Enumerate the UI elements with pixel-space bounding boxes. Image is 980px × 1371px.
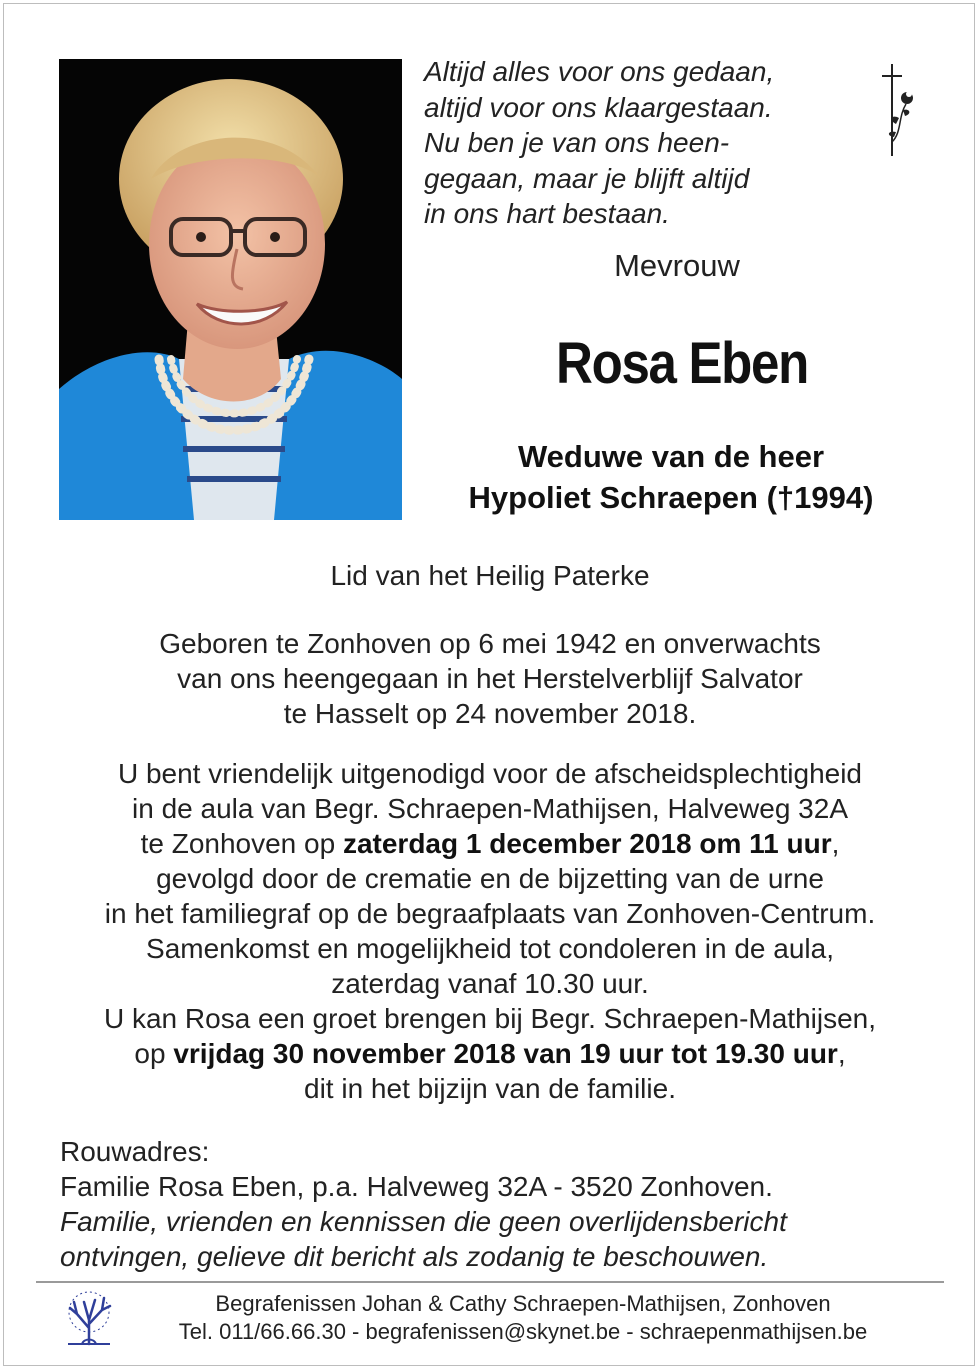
text-line: U kan Rosa een groet brengen bij Begr. Schraepen-Mathijsen, bbox=[103, 1003, 877, 1034]
text-span: op bbox=[134, 1038, 174, 1069]
text-line: in de aula van Begr. Schraepen-Mathijsen, Halveweg 32A bbox=[132, 793, 848, 824]
address-label: Rouwadres: bbox=[60, 1136, 210, 1167]
text-line: zaterdag vanaf 10.30 uur. bbox=[331, 968, 649, 999]
ceremony-date: zaterdag 1 december 2018 om 11 uur bbox=[342, 828, 832, 859]
funeral-home-name: Begrafenissen Johan & Cathy Schraepen-Mathijsen, Zonhoven bbox=[215, 1291, 831, 1316]
text-line: van ons heengegaan in het Herstelverblijf Salvator bbox=[177, 663, 803, 694]
funeral-home-footer bbox=[110, 1290, 936, 1346]
poem-line: Nu ben je van ons heen- bbox=[424, 127, 730, 158]
spouse-line: Hypoliet Schraepen (†1994) bbox=[468, 480, 874, 515]
tree-logo-icon bbox=[62, 1290, 116, 1346]
footer-divider bbox=[36, 1281, 944, 1283]
cross-rose-icon bbox=[872, 62, 922, 160]
deceased-name: Rosa Eben bbox=[556, 331, 808, 396]
funeral-home-contact: Tel. 011/66.66.30 - begrafenissen@skynet.be - schraepenmathijsen.be bbox=[178, 1319, 868, 1344]
text-line: in het familiegraf op de begraafplaats van Zonhoven-Centrum. bbox=[104, 898, 876, 929]
text-line: te Hasselt op 24 november 2018. bbox=[283, 698, 697, 729]
salutation: Mevrouw bbox=[614, 248, 740, 283]
text-line bbox=[20, 826, 960, 861]
address-note: Familie, vrienden en kennissen die geen overlijdensbericht bbox=[60, 1206, 787, 1237]
mourning-address bbox=[60, 1134, 940, 1274]
text-span: te Zonhoven op bbox=[140, 828, 343, 859]
membership: Lid van het Heilig Paterke bbox=[330, 560, 650, 591]
text-line: U bent vriendelijk uitgenodigd voor de afscheidsplechtigheid bbox=[117, 758, 863, 789]
address-note: ontvingen, gelieve dit bericht als zodanig te beschouwen. bbox=[60, 1241, 769, 1272]
text-line: gevolgd door de crematie en de bijzetting van de urne bbox=[156, 863, 824, 894]
poem-line: altijd voor ons klaargestaan. bbox=[424, 91, 773, 123]
text-span: , bbox=[831, 828, 840, 859]
text-line: dit in het bijzijn van de familie. bbox=[304, 1073, 676, 1104]
poem-line: Altijd alles voor ons gedaan, bbox=[424, 56, 775, 87]
portrait-photo bbox=[59, 59, 402, 520]
poem bbox=[424, 54, 854, 232]
spouse-line: Weduwe van de heer bbox=[517, 439, 825, 474]
birth-death-text bbox=[20, 626, 960, 731]
spouse-info bbox=[412, 436, 930, 518]
ceremony-invitation bbox=[20, 756, 960, 1106]
text-span: , bbox=[837, 1038, 846, 1069]
address-line: Familie Rosa Eben, p.a. Halveweg 32A - 3520 Zonhoven. bbox=[60, 1171, 773, 1202]
visitation-date: vrijdag 30 november 2018 van 19 uur tot 19.30 uur bbox=[173, 1038, 838, 1069]
text-line: Samenkomst en mogelijkheid tot condoleren in de aula, bbox=[146, 933, 834, 964]
text-line: Geboren te Zonhoven op 6 mei 1942 en onverwachts bbox=[159, 628, 821, 659]
text-line bbox=[20, 1036, 960, 1071]
portrait-illustration bbox=[59, 59, 402, 520]
poem-line: gegaan, maar je blijft altijd bbox=[424, 162, 750, 194]
poem-line: in ons hart bestaan. bbox=[424, 198, 670, 229]
